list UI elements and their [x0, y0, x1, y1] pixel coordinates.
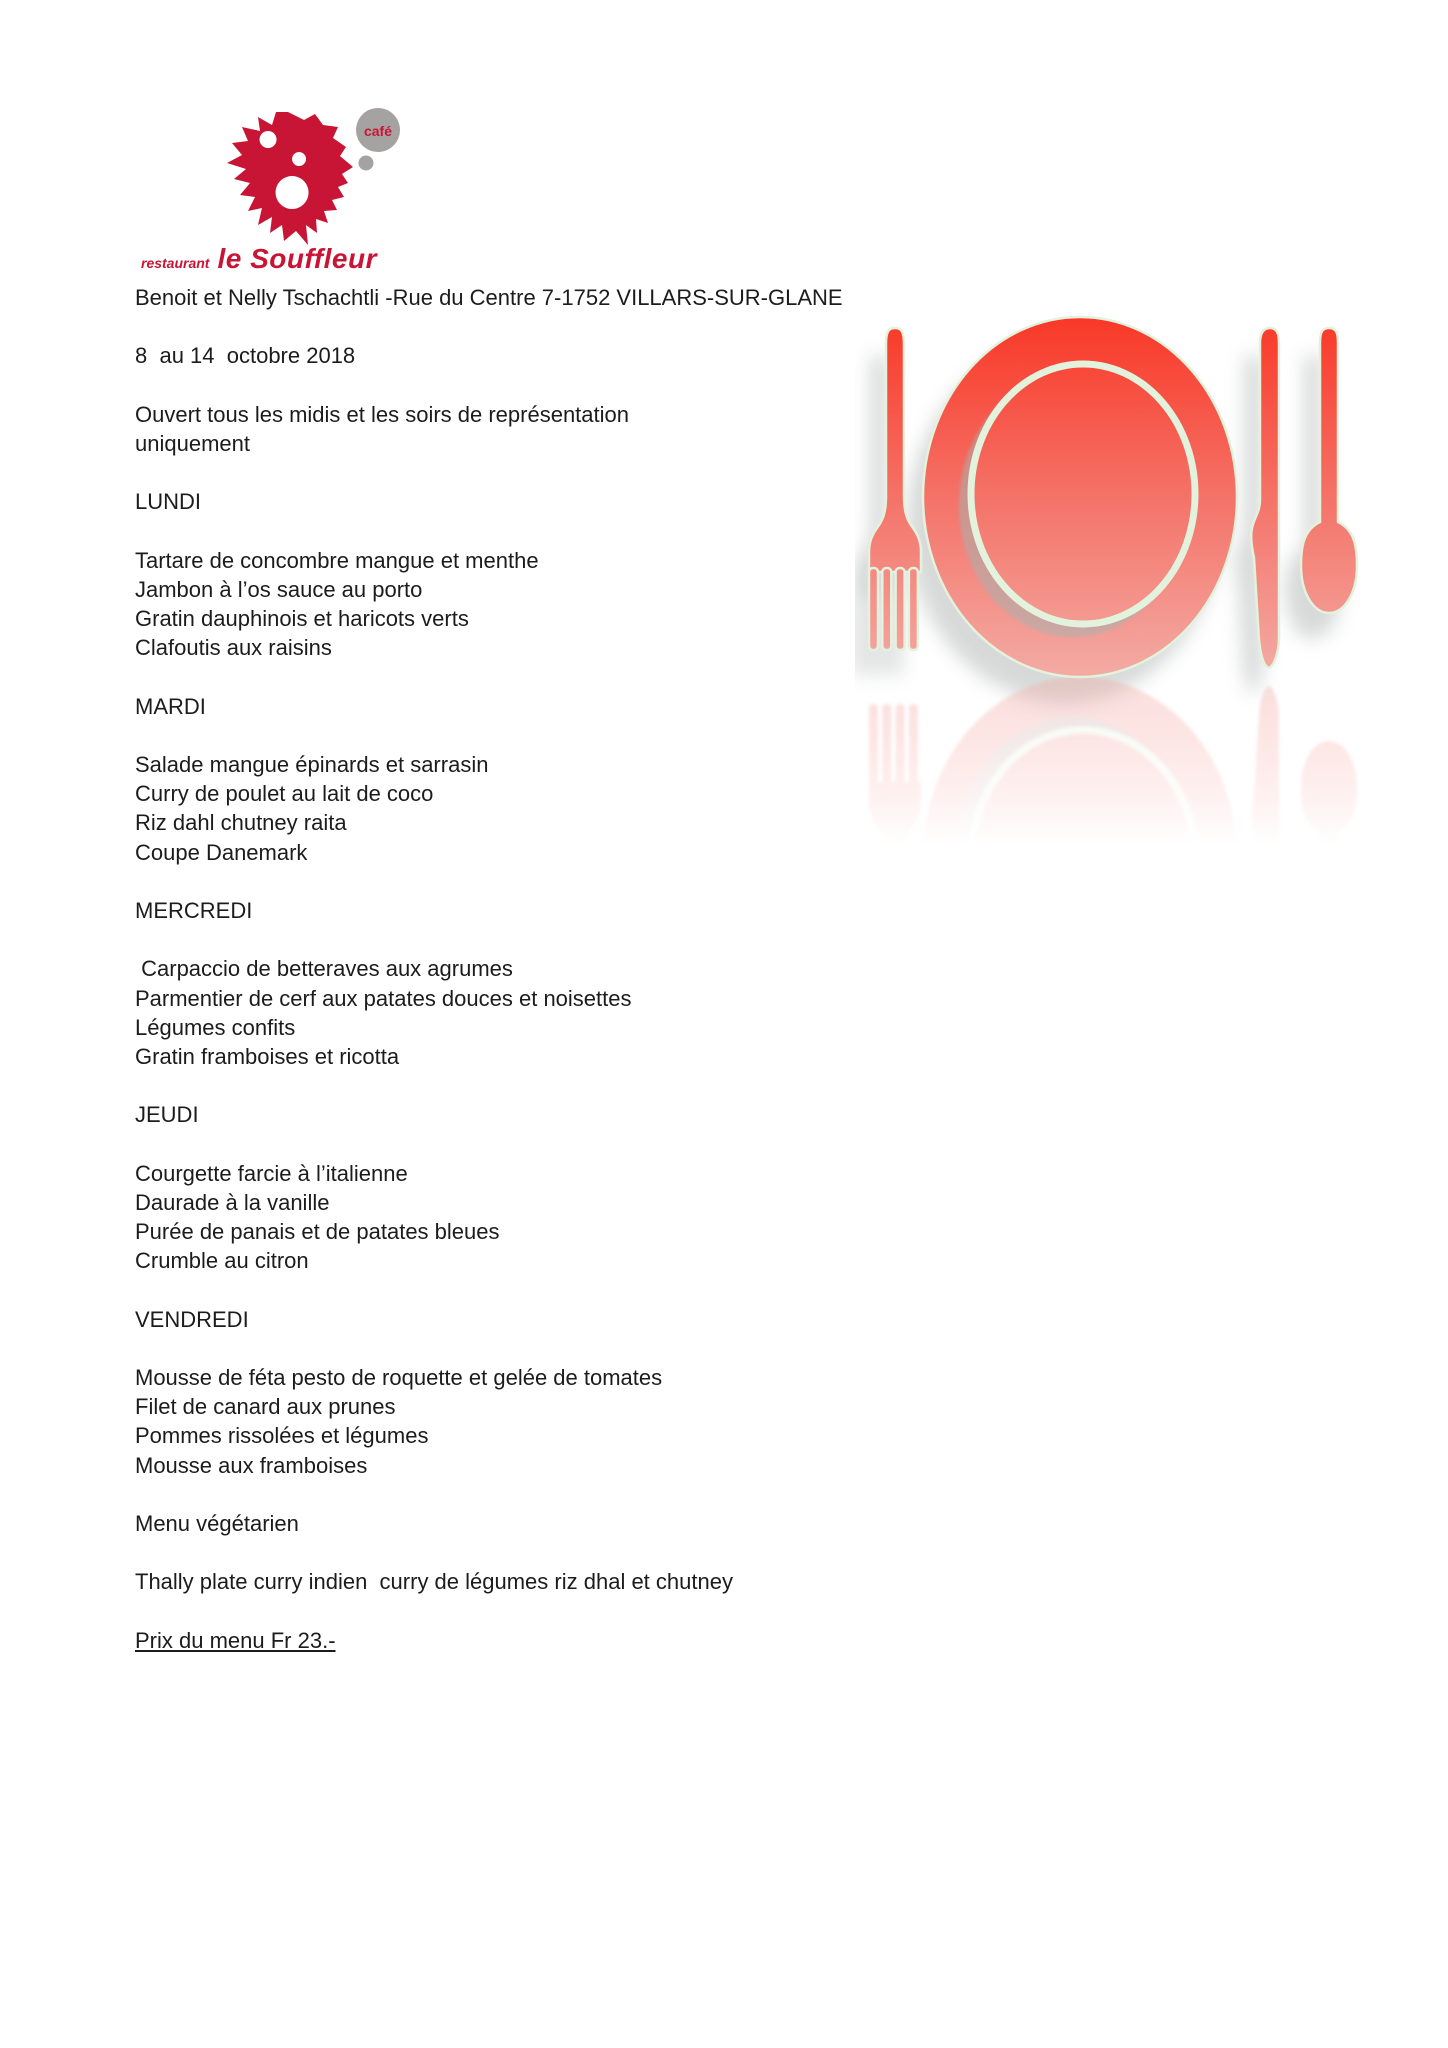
menu-day-jeudi	[135, 1100, 895, 1304]
address-line: Benoit et Nelly Tschachtli -Rue du Centre 7-1752 VILLARS-SUR-GLANE	[135, 285, 843, 310]
cafe-bubble-label: café	[363, 123, 393, 139]
vegetarian-heading: Menu végétarien	[135, 1510, 299, 1536]
menu-day-vendredi	[135, 1305, 895, 1509]
dish-line: Crumble au citron	[135, 1248, 309, 1274]
plate-inner-ring	[971, 364, 1195, 624]
dish-line: Jambon à l’os sauce au porto	[135, 576, 423, 602]
menu-text-column	[135, 283, 895, 1655]
logo-wordmark	[141, 243, 377, 275]
dish-line: Pommes rissolées et légumes	[135, 1423, 429, 1449]
cafe-bubble-icon	[356, 108, 400, 171]
dish-line: Coupe Danemark	[135, 839, 308, 865]
dish-line: Légumes confits	[135, 1014, 296, 1040]
menu-day-mercredi	[135, 896, 895, 1100]
dish-line: Filet de canard aux prunes	[135, 1394, 396, 1420]
day-heading: MARDI	[135, 693, 206, 719]
dish-line: Purée de panais et de patates bleues	[135, 1219, 500, 1244]
opening-note-line: uniquement	[135, 430, 250, 456]
dish-line: Mousse de féta pesto de roquette et gelée de tomates	[135, 1364, 663, 1390]
vegetarian-dish: Thally plate curry indien curry de légumes riz dhal et chutney	[135, 1569, 733, 1595]
menu-day-mardi	[135, 692, 895, 896]
place-setting-graphic	[855, 300, 1385, 860]
dish-line: Salade mangue épinards et sarrasin	[135, 752, 489, 777]
day-heading: VENDREDI	[135, 1306, 249, 1332]
dish-line: Carpaccio de betteraves aux agrumes	[135, 956, 513, 982]
dish-line: Mousse aux framboises	[135, 1452, 368, 1478]
dish-line: Clafoutis aux raisins	[135, 635, 332, 661]
opening-note-line: Ouvert tous les midis et les soirs de représentation	[135, 401, 630, 427]
day-heading: JEUDI	[135, 1102, 199, 1128]
dish-line: Gratin dauphinois et haricots verts	[135, 606, 469, 632]
dish-line: Daurade à la vanille	[135, 1189, 330, 1215]
dish-line: Tartare de concombre mangue et menthe	[135, 547, 539, 573]
restaurant-logo	[220, 75, 420, 250]
restaurant-label: restaurant	[141, 255, 210, 271]
dish-line: Courgette farcie à l’italienne	[135, 1160, 408, 1186]
price-line: Prix du menu Fr 23.-	[135, 1627, 336, 1653]
menu-day-lundi	[135, 487, 895, 691]
day-heading: MERCREDI	[135, 897, 253, 923]
dish-line: Parmentier de cerf aux patates douces et noisettes	[135, 985, 632, 1011]
dish-line: Gratin framboises et ricotta	[135, 1043, 400, 1069]
day-heading: LUNDI	[135, 489, 202, 515]
logo-blob-icon	[227, 112, 353, 245]
restaurant-name: le Souffleur	[217, 243, 377, 274]
dish-line: Curry de poulet au lait de coco	[135, 781, 434, 807]
week-range: 8 au 14 octobre 2018	[135, 343, 356, 369]
dish-line: Riz dahl chutney raita	[135, 810, 347, 836]
